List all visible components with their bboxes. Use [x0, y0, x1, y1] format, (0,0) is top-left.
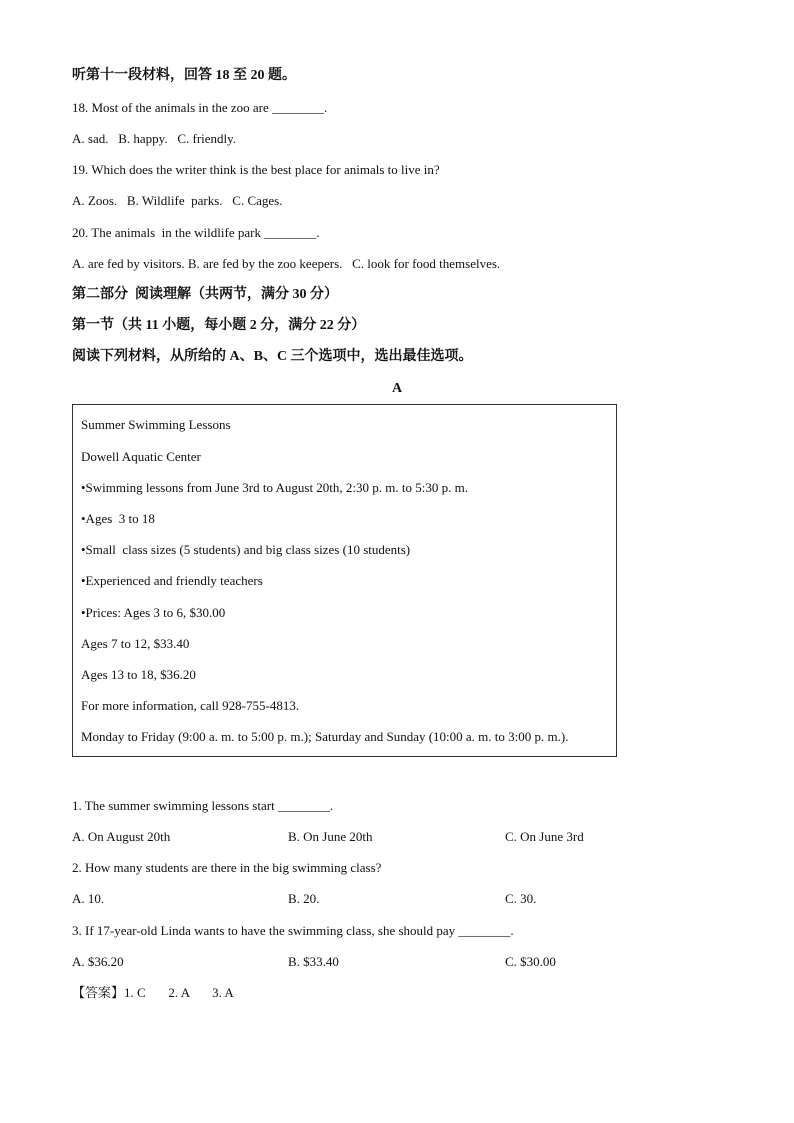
listening-section-header: 听第十一段材料，回答 18 至 20 题。 — [72, 68, 296, 83]
answer-text: 1. C 2. A 3. A — [124, 985, 234, 1000]
question-2-option-b: B. 20. — [288, 891, 320, 906]
question-2-option-a: A. 10. — [72, 891, 105, 906]
question-1-option-a: A. On August 20th — [72, 829, 171, 844]
notice-title: Summer Swimming Lessons — [81, 417, 231, 432]
question-3-option-a: A. $36.20 — [72, 954, 124, 969]
notice-item-class-sizes: •Small class sizes (5 students) and big class sizes (10 students) — [81, 542, 411, 557]
question-2-stem: 2. How many students are there in the big swimming class? — [72, 860, 382, 875]
question-1-option-c: C. On June 3rd — [505, 829, 584, 844]
question-18-stem: 18. Most of the animals in the zoo are ________. — [72, 100, 328, 115]
question-1-stem: 1. The summer swimming lessons start ________. — [72, 798, 334, 813]
notice-item-ages: •Ages 3 to 18 — [81, 511, 155, 526]
question-20-options: A. are fed by visitors. B. are fed by the zoo keepers. C. look for food themselves. — [72, 256, 501, 271]
notice-item-prices: •Prices: Ages 3 to 6, $30.00 — [81, 605, 226, 620]
question-19-options: A. Zoos. B. Wildlife parks. C. Cages. — [72, 193, 283, 208]
passage-label: A — [391, 381, 403, 396]
swimming-notice-box — [72, 404, 617, 757]
question-3-option-c: C. $30.00 — [505, 954, 556, 969]
notice-item-teachers: •Experienced and friendly teachers — [81, 573, 263, 588]
part-two-title: 第二部分 阅读理解（共两节，满分 30 分） — [72, 287, 338, 302]
reading-instruction: 阅读下列材料，从所给的 A、B、C 三个选项中，选出最佳选项。 — [72, 349, 473, 364]
question-3-option-b: B. $33.40 — [288, 954, 339, 969]
notice-contact: For more information, call 928-755-4813. — [81, 698, 300, 713]
notice-price-7-12: Ages 7 to 12, $33.40 — [81, 636, 190, 651]
section-one-title: 第一节（共 11 小题，每小题 2 分，满分 22 分） — [72, 318, 366, 333]
notice-price-13-18: Ages 13 to 18, $36.20 — [81, 667, 196, 682]
question-2-option-c: C. 30. — [505, 891, 537, 906]
answer-key — [72, 985, 234, 1002]
question-18-options: A. sad. B. happy. C. friendly. — [72, 131, 237, 146]
question-20-stem: 20. The animals in the wildlife park ________. — [72, 225, 320, 240]
notice-center-name: Dowell Aquatic Center — [81, 449, 201, 464]
question-19-stem: 19. Which does the writer think is the best place for animals to live in? — [72, 162, 440, 177]
notice-hours: Monday to Friday (9:00 a. m. to 5:00 p. m.); Saturday and Sunday (10:00 a. m. to 3:00 p. m.). — [81, 729, 569, 744]
question-1-option-b: B. On June 20th — [288, 829, 373, 844]
answer-tag: 【答案】 — [72, 986, 125, 1001]
question-3-stem: 3. If 17-year-old Linda wants to have the swimming class, she should pay ________. — [72, 923, 514, 938]
notice-item-schedule: •Swimming lessons from June 3rd to August 20th, 2:30 p. m. to 5:30 p. m. — [81, 480, 468, 495]
